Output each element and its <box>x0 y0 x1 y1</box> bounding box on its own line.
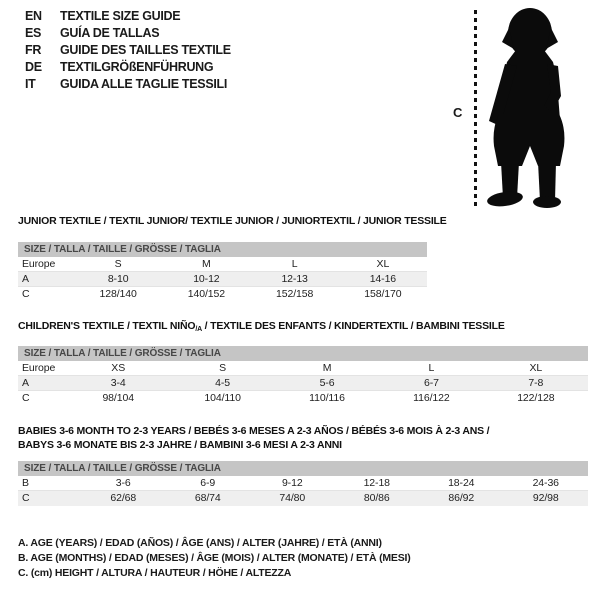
age-cell: 3-4 <box>110 377 126 389</box>
size-cell: XL <box>376 258 390 270</box>
section-title-subscript: /A <box>195 326 202 333</box>
height-measure-dotted-line <box>474 10 477 208</box>
height-cell: 116/122 <box>413 392 450 404</box>
row-label: Europe <box>22 362 56 374</box>
language-label: TEXTILE SIZE GUIDE <box>60 9 181 23</box>
age-cell: 18-24 <box>448 477 475 489</box>
height-cell: 68/74 <box>194 492 221 504</box>
age-cell: 24-36 <box>532 477 559 489</box>
section-title-text: / TEXTILE DES ENFANTS / KINDERTEXTIL / BAMBINI TESSILE <box>201 320 505 332</box>
size-header-bar: SIZE / TALLA / TAILLE / GRÖSSE / TAGLIA <box>18 461 588 476</box>
age-cell: 5-6 <box>319 377 335 389</box>
language-code: ES <box>25 26 42 40</box>
row-label: B <box>22 477 29 489</box>
size-cell: XL <box>529 362 543 374</box>
size-cell: XS <box>111 362 126 374</box>
language-label: GUIDA ALLE TAGLIE TESSILI <box>60 77 228 91</box>
height-cell: 98/104 <box>102 392 134 404</box>
height-cell: 86/92 <box>448 492 475 504</box>
size-cell: S <box>114 258 122 270</box>
section-title-line1: BABIES 3-6 MONTH TO 2-3 YEARS / BEBÉS 3-6 MESES A 2-3 AÑOS / BÉBÉS 3-6 MOIS À 2-3 ANS / <box>18 425 490 437</box>
height-cell: 140/152 <box>187 288 225 300</box>
row-label: Europe <box>22 258 56 270</box>
size-cell: L <box>291 258 298 270</box>
language-code: FR <box>25 43 42 57</box>
age-cell: 14-16 <box>369 273 397 285</box>
row-label: C <box>22 492 30 504</box>
height-cell: 74/80 <box>279 492 306 504</box>
language-list <box>25 8 231 93</box>
age-cell: 7-8 <box>528 377 544 389</box>
section-title-text: CHILDREN'S TEXTILE / TEXTIL NIÑO <box>18 320 196 332</box>
age-cell: 9-12 <box>281 477 303 489</box>
age-cell: 10-12 <box>193 273 220 285</box>
table-row <box>18 391 588 406</box>
list-item <box>25 42 231 59</box>
list-item <box>25 59 231 76</box>
section-title-line2: BABYS 3-6 MONATE BIS 2-3 JAHRE / BAMBINI 3-6 MESI A 2-3 ANNI <box>18 439 342 451</box>
row-label: A <box>22 273 29 285</box>
section-title-babies <box>18 424 489 452</box>
toddler-silhouette-image <box>483 6 575 208</box>
list-item <box>25 8 231 25</box>
language-label: GUIDE DES TAILLES TEXTILE <box>60 43 231 57</box>
size-cell: L <box>428 362 435 374</box>
footnote-age-months: B. AGE (MONTHS) / EDAD (MESES) / ÂGE (MOIS) / ALTER (MONATE) / ETÀ (MESI) <box>18 552 411 564</box>
height-measure-label: C <box>453 105 463 120</box>
size-header-bar: SIZE / TALLA / TAILLE / GRÖSSE / TAGLIA <box>18 242 427 257</box>
age-cell: 6-9 <box>200 477 216 489</box>
height-cell: 80/86 <box>363 492 390 504</box>
height-cell: 104/110 <box>204 392 241 404</box>
size-cell: M <box>322 362 332 374</box>
age-cell: 4-5 <box>215 377 231 389</box>
language-label: GUÍA DE TALLAS <box>60 26 160 40</box>
language-code: IT <box>25 77 36 91</box>
age-cell: 6-7 <box>423 377 439 389</box>
footnote-age-years: A. AGE (YEARS) / EDAD (AÑOS) / ÂGE (ANS) / ALTER (JAHRE) / ETÀ (ANNI) <box>18 537 382 549</box>
children-size-table <box>18 361 588 406</box>
size-cell: S <box>219 362 227 374</box>
age-cell: 3-6 <box>115 477 131 489</box>
size-header-bar: SIZE / TALLA / TAILLE / GRÖSSE / TAGLIA <box>18 346 588 361</box>
height-cell: 92/98 <box>532 492 559 504</box>
age-cell: 12-18 <box>363 477 390 489</box>
height-cell: 122/128 <box>517 392 555 404</box>
table-row <box>18 257 427 272</box>
footnotes <box>18 536 411 581</box>
table-row <box>18 491 588 506</box>
section-title-children <box>18 320 505 333</box>
list-item <box>25 76 231 93</box>
age-cell: 8-10 <box>107 273 129 285</box>
age-cell: 12-13 <box>281 273 308 285</box>
language-code: EN <box>25 9 42 23</box>
row-label: C <box>22 288 30 300</box>
row-label: C <box>22 392 30 404</box>
table-row <box>18 287 427 302</box>
table-row <box>18 476 588 491</box>
height-cell: 152/158 <box>275 288 314 300</box>
row-label: A <box>22 377 29 389</box>
table-row <box>18 272 427 287</box>
size-cell: M <box>202 258 211 270</box>
list-item <box>25 25 231 42</box>
language-label: TEXTILGRÖßENFÜHRUNG <box>60 60 214 74</box>
height-cell: 110/116 <box>309 392 345 404</box>
height-cell: 158/170 <box>364 288 402 300</box>
table-row <box>18 376 588 391</box>
footnote-height: C. (cm) HEIGHT / ALTURA / HAUTEUR / HÖHE / ALTEZZA <box>18 567 292 579</box>
language-code: DE <box>25 60 42 74</box>
babies-size-table <box>18 476 588 506</box>
height-cell: 128/140 <box>99 288 137 300</box>
section-title-junior: JUNIOR TEXTILE / TEXTIL JUNIOR/ TEXTILE JUNIOR / JUNIORTEXTIL / JUNIOR TESSILE <box>18 215 447 227</box>
junior-size-table <box>18 257 427 302</box>
height-cell: 62/68 <box>110 492 137 504</box>
table-row <box>18 361 588 376</box>
